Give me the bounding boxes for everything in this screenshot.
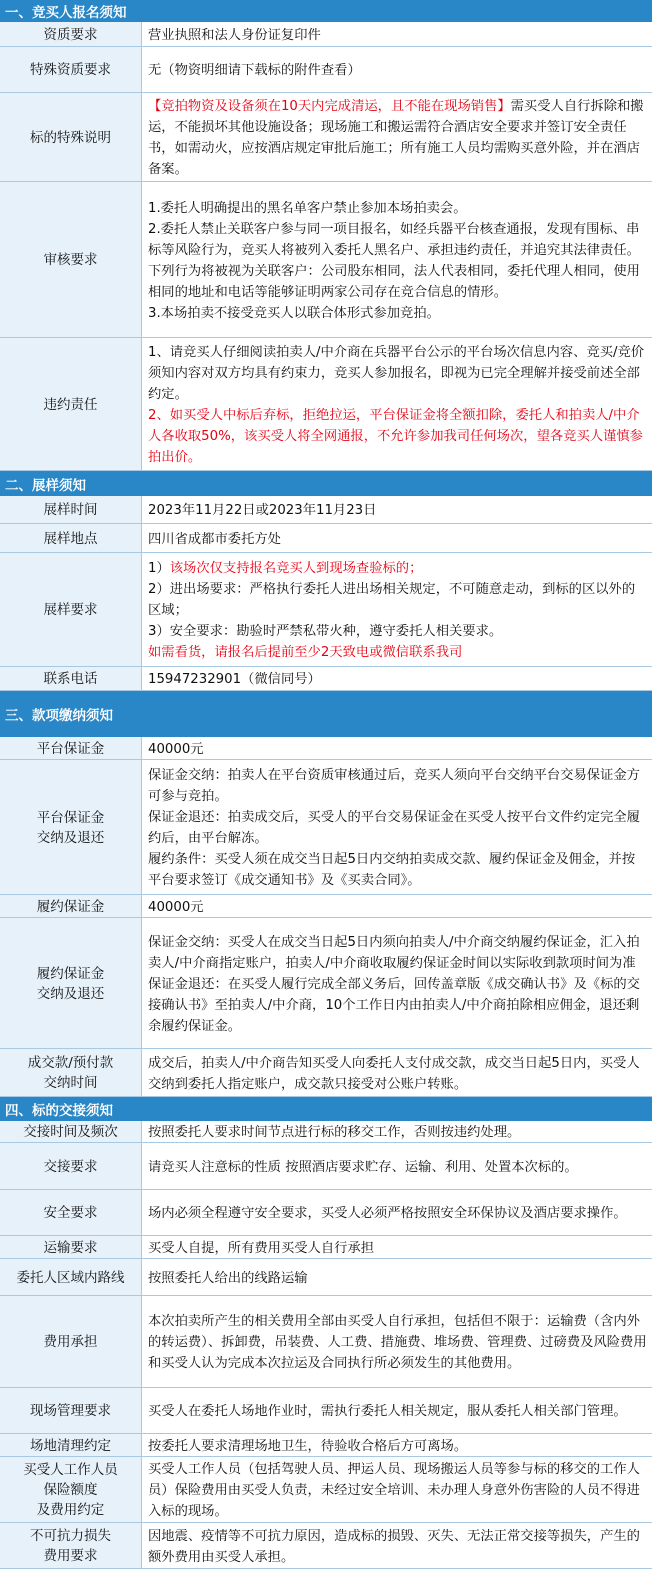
row-value [143,1296,652,1388]
row-value [143,895,652,918]
info-row [0,1296,652,1388]
value-line: 保证金交纳：拍卖人在平台资质审核通过后，竞买人须向平台交纳平台交易保证金方可参与竞拍。 [148,768,640,804]
row-value [143,1121,652,1143]
row-label: 委托人区域内路线 [0,1259,142,1296]
value-line: 40000元 [148,899,204,915]
row-value [143,1434,652,1457]
row-label: 展样时间 [0,496,142,524]
info-row [0,1457,652,1523]
row-label: 履约保证金 交纳及退还 [0,918,142,1049]
info-row [0,918,652,1049]
value-line: 买受人在委托人场地作业时，需执行委托人相关规定，服从委托人相关部门管理。 [148,1404,627,1419]
row-value [143,47,652,93]
row-label: 交接时间及频次 [0,1121,142,1143]
row-value [143,667,652,691]
row-value [143,93,652,182]
row-value [143,1236,652,1259]
row-value [143,182,652,338]
info-row [0,760,652,895]
value-line: 40000元 [148,741,204,757]
row-value [143,1049,652,1097]
value-line: 3.本场拍卖不接受竞买人以联合体形式参加竞拍。 [148,305,440,321]
value-line: 保证金退还：拍卖成交后，买受人的平台交易保证金在买受人按平台文件约定完全履约后，由平台解冻。 [148,810,640,846]
value-line: 如需看货，请报名后提前至少2天致电或微信联系我司 [148,645,463,660]
value-line: 因地震、疫情等不可抗力原因，造成标的损毁、灭失、无法正常交接等损失，产生的额外费用由买受人承担。 [148,1528,640,1565]
value-line: 营业执照和法人身份证复印件 [148,27,321,43]
row-label: 平台保证金 [0,737,142,760]
row-label: 联系电话 [0,667,142,691]
row-value [143,1143,652,1190]
row-value [143,918,652,1049]
info-row [0,1388,652,1434]
row-label: 展样地点 [0,524,142,553]
row-value [143,1190,652,1236]
row-value [143,496,652,524]
row-label: 场地清理约定 [0,1434,142,1457]
row-label: 标的特殊说明 [0,93,142,182]
info-row [0,895,652,918]
info-row [0,1523,652,1569]
row-label: 展样要求 [0,553,142,667]
value-line: 2023年11月22日或2023年11月23日 [148,503,377,518]
section-title: 三、款项缴纳须知 [0,691,652,737]
row-label: 审核要求 [0,182,142,338]
info-row [0,1143,652,1190]
row-label: 履约保证金 [0,895,142,918]
info-row [0,1236,652,1259]
info-row [0,22,652,47]
value-line: 按委托人要求清理场地卫生，待验收合格后方可离场。 [148,1438,468,1454]
row-value [143,737,652,760]
section-title: 四、标的交接须知 [0,1097,652,1121]
row-label: 交接要求 [0,1143,142,1190]
info-row [0,1049,652,1097]
info-row [0,496,652,524]
row-label: 运输要求 [0,1236,142,1259]
info-row [0,524,652,553]
row-label: 不可抗力损失 费用要求 [0,1523,142,1569]
value-line: 1、请竞买人仔细阅读拍卖人/中介商在兵器平台公示的平台场次信息内容、竞买/竞价须知内容对双方均具有约束力，竞买人参加报名，即视为已完全理解并接受前述全部约定。 [148,345,645,402]
row-label: 成交款/预付款 交纳时间 [0,1049,142,1097]
value-line: 2、如买受人中标后弃标，拒绝拉运，平台保证金将全额扣除，委托人和拍卖人/中介人各收取50%，该买受人将全网通报，不允许参加我司任何场次，望各竞买人谨慎参拍出价。 [148,408,643,465]
row-value [143,1523,652,1569]
row-value [143,760,652,895]
info-row [0,1190,652,1236]
info-row [0,667,652,691]
row-value [143,1388,652,1434]
value-line: 保证金退还：在买受人履行完成全部义务后，回传盖章版《成交确认书》及《标的交接确认书》至拍卖人/中介商，10个工作日内由拍卖人/中介商拍除相应佣金，退还剩余履约保证金。 [148,976,640,1034]
row-value [143,1457,652,1523]
row-value [143,1259,652,1296]
value-line: 请竞买人注意标的性质 按照酒店要求贮存、运输、利用、处置本次标的。 [148,1159,578,1175]
value-line: 四川省成都市委托方处 [148,531,281,547]
value-line: 买受人自提，所有费用买受人自行承担 [148,1240,375,1256]
info-row [0,93,652,182]
value-line: 按照委托人给出的线路运输 [148,1270,308,1286]
value-line: 履约条件：买受人须在成交当日起5日内交纳拍卖成交款、履约保证金及佣金，并按平台要求签订《成交通知书》及《买卖合同》。 [148,852,636,888]
value-line: 3）安全要求：勘验时严禁私带火种，遵守委托人相关要求。 [148,624,503,639]
value-line: 保证金交纳：买受人在成交当日起5日内须向拍卖人/中介商交纳履约保证金，汇入拍卖人/中介商指定账户，拍卖人/中介商收取履约保证金时间以实际收到款项时间为准 [148,934,640,971]
value-line: 本次拍卖所产生的相关费用全部由买受人自行承担，包括但不限于：运输费（含内外的转运费）、拆卸费，吊装费、人工费、措施费、堆场费、管理费、过磅费及风险费用和买受人认为完成本次拉运及合同执行所必须发生的其他费用。 [148,1314,647,1371]
info-row [0,182,652,338]
row-value [143,338,652,471]
value-line: 无（物资明细请下载标的附件查看） [148,63,361,78]
value-line: 1.委托人明确提出的黑名单客户禁止参加本场拍卖会。 [148,200,467,216]
value-line: 场内必须全程遵守安全要求，买受人必须严格按照安全环保协议及酒店要求操作。 [148,1206,627,1221]
value-line: 15947232901（微信同号） [148,672,321,687]
info-row [0,1121,652,1143]
section-title: 一、竞买人报名须知 [0,0,652,22]
row-value [143,553,652,667]
row-label: 违约责任 [0,338,142,471]
value-line: 【竞拍物资及设备须在10天内完成清运，且不能在现场销售】需买受人自行拆除和搬运，不能损坏其他设施设备；现场施工和搬运需符合酒店安全要求并签订安全责任书，如需动火，应按酒店规定审批后施工；所有施工人员均需购买意外险，并在酒店备案。 [148,99,644,177]
row-label: 费用承担 [0,1296,142,1388]
row-value [143,524,652,553]
row-label: 特殊资质要求 [0,47,142,93]
value-line: 2.委托人禁止关联客户参与同一项目报名，如经兵器平台核查通报，发现有围标、串标等风险行为，竞买人将被列入委托人黑名户、承担违约责任，并追究其法律责任。下列行为将被视为关联客户：公司股东相同，法人代表相同，委托代理人相同，使用相同的地址和电话等能够证明两家公司存在竞合信息的情形。 [148,221,640,300]
row-value [143,22,652,47]
value-line: 按照委托人要求时间节点进行标的移交工作，否则按违约处理。 [148,1125,521,1140]
info-row [0,1259,652,1296]
value-line: 2）进出场要求：严格执行委托人进出场相关规定，不可随意走动，到标的区以外的区域； [148,582,636,618]
value-line: 成交后，拍卖人/中介商告知买受人向委托人支付成交款，成交当日起5日内，买受人交纳到委托人指定账户，成交款只接受对公账户转账。 [148,1055,640,1092]
info-row [0,553,652,667]
row-label: 平台保证金 交纳及退还 [0,760,142,895]
info-row [0,338,652,471]
value-line: 买受人工作人员（包括驾驶人员、押运人员、现场搬运人员等参与标的移交的工作人员）保险费用由买受人负责，未经过安全培训、未办理人身意外伤害险的人员不得进入标的现场。 [148,1462,640,1519]
row-label: 资质要求 [0,22,142,47]
info-row [0,47,652,93]
row-label: 现场管理要求 [0,1388,142,1434]
section-title: 二、展样须知 [0,471,652,496]
row-label: 买受人工作人员 保险额度 及费用约定 [0,1457,142,1523]
info-row [0,1434,652,1457]
info-row [0,737,652,760]
value-line: 1）该场次仅支持报名竞买人到现场查验标的； [148,561,423,576]
row-label: 安全要求 [0,1190,142,1236]
